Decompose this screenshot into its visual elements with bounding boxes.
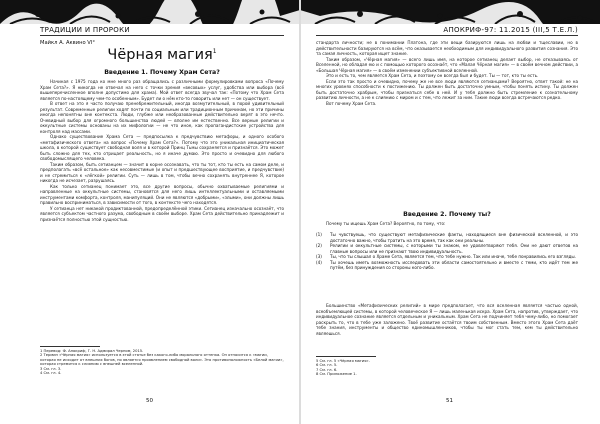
- ornament-right-icon: [300, 0, 600, 24]
- paragraph: Почему ты ищешь Храм Сета? Вероятно, по тому, что:: [326, 221, 446, 226]
- paragraph: Однако существование Храма Сета — предпосылка к предчувствию метафоры, и одного особого «метафизического ответа» на вопрос «Почему Храм Сета?». Потому что это уникальная инициатическая школа, в которой существует свободная воля и в которой Принц Тьмы сохраняется и признаётся. Это может быть сложно для тех, кто отрицает реальность, но я иначе думаю. Это просто и очевидно для любого свободомыслящего человека.: [40, 134, 284, 161]
- paragraph: Таким образом, быть сетианцем — значит в корне осознавать, что ты тот, кто ты есть на самом деле, и предполагать «всё остальное» как несовместимые (и опыт и предшествующее восприятие, и предчувствие) и не стремиться к «лёгкой» религии. Суть — лишь в том, чтобы вечно сохранять внутреннее Я, которое никогда не исчезает, разрушаясь.: [40, 161, 284, 183]
- footnote: 7 См. гл. 6.: [316, 367, 338, 372]
- paragraph: Это и есть то, чем является Храм Сета, и поэтому он всегда был и будет. Ты — тот, кто ты есть.: [326, 73, 539, 78]
- footnote-rule-right: [316, 356, 376, 357]
- ornament-left-icon: [0, 0, 300, 24]
- page-number-left: 50: [146, 398, 153, 404]
- left-body-text: [40, 79, 284, 222]
- paragraph: У сетианца нет никакой продиктованной, предопределённой этики. Сетианец изначально осознаёт, что является субъектом частного разума, свободным в своём выборе. Храм Сета действительно принадлежит и признаётся полностью этой сущностью.: [40, 205, 284, 222]
- list-item-text: Религии и оккультные системы, с которыми ты знаком, не удовлетворяют тебя. Они не дают ответов на главные вопросы или не признают твою индивидуальность.: [330, 243, 578, 254]
- paragraph: Вот почему Храм Сета.: [326, 100, 377, 106]
- list-item-text: Ты хочешь иметь возможность исследовать эти области самостоятельно и вместе с теми, кто идёт тем же путём, без принуждения со стороны кого-либо.: [330, 259, 578, 270]
- footnote: 3 См. гл. 3.: [40, 366, 62, 371]
- paragraph: Таким образом, «Чёрная магия» — всего лишь имя, на которое сетианец делает выбор, не отказываясь от Вселенной, но обладая ею и с помощью которого осознаёт, что «Малая Чёрная магия» — в своём вечном действии, а «Большая Чёрная магия» — в своём изменении субъективной вселенной.: [316, 56, 578, 73]
- footnote: 2 Термин «Чёрная магия» используется в этой статье без какого-либо морального оттенка. Он относится к «магии, которая не исходит от внешних богов, но является проявлением свободной воли». Это противоположность «Белой магии», которая стремится к слиянию с внешней вселенной.: [40, 353, 284, 367]
- ornament-band-right: [300, 0, 600, 24]
- footnote: 8 См. Приложение 1.: [316, 372, 357, 377]
- article-title-text: Чёрная магия: [107, 47, 213, 63]
- list-item-number: (1): [316, 232, 322, 237]
- title-footnote-mark: 1: [212, 48, 217, 56]
- paragraph: В ответ на это я часто получаю пренебрежительный, иногда возмутительный, в порой удивительный результат. Современные религии ходят почти по социальным или традиционным причинам, но эти причины иногда непонятны вне контекста. Люди, глубже или необразованные действительно верят в это нечто. Очевидный выбор для огромного большинства людей — вполне им естественно. Все верные религии и оккультные системы основаны на их мифологии — не что иное, как пропагандистские устройства для контроля над массами.: [40, 101, 284, 134]
- list-item: [316, 260, 578, 271]
- list-item: [316, 243, 578, 254]
- footnote: 6 См. гл. 5.: [316, 363, 338, 368]
- ornament-band-left: [0, 0, 300, 24]
- right-footnotes: [316, 359, 578, 377]
- running-head-left: ТРАДИЦИИ И ПРОРОКИ: [40, 26, 130, 34]
- paragraph: стандарта личности; не в понимании Платона, где эти вещи базируются лишь на любви и тщеславии, но в действительности базируются на всём, что оказывается необходимым для индивидуального развития сознания. Это та самая личность, которая ищет знание.: [316, 40, 578, 56]
- right-body-text-bottom: [316, 303, 578, 336]
- footnote: 5 См. гл. 5 «Чёрная магия».: [316, 359, 370, 363]
- section-heading-1: Введение 1. Почему Храм Сета?: [104, 69, 220, 76]
- list-item-text: Ты, что ты слышал о Храме Сета, является тем, что тебе нужно. Так или иначе, тебе понравились его взгляды.: [330, 254, 576, 259]
- header-rule-right: [316, 35, 578, 36]
- list-item-text: Ты чувствуешь, что существуют метафизические факты, находящиеся вне физической вселенной, и это достаточно важно, чтобы тратить на это время, так как они реальны.: [330, 232, 578, 243]
- right-intro-2: [316, 221, 578, 227]
- paragraph: Начиная с 1975 года ко мне много раз обращались с различными формулировками вопроса «Почему Храм Сета?». Я никогда не отвечал на него с точки зрения «весовых» услуг, удобства или выбора (всё вышеперечисленное вполне допустимо для храма). Мой ответ всегда звучал так: «Потому что Храм Сета является по-настоящему чем-то особенным». Будет ли о нём кто-то говорить или нет — он существует.: [40, 79, 284, 101]
- reasons-list: [316, 232, 578, 271]
- header-rule-left: [40, 35, 284, 36]
- left-footnotes: [40, 349, 284, 375]
- article-title: [40, 47, 284, 63]
- footnote: 1 Перевод: Ф. Апокриф, Г. Н. Адмирал Черном, 2015.: [40, 349, 144, 353]
- article-author: Майкл А. Аквино VI°: [40, 40, 95, 46]
- paragraph: Большинство «Метафизических религий» в мире предполагает, что вся вселенная является частью одной, всеобъемлющей системы, в которой человеческое Я — лишь маленькая искра. Храм Сета, напротив, утверждает, что индивидуальное сознание является отдельным и уникальным. Храм Сета не подчиняет тебя чему-либо, но помогает раскрыть то, что в тебе уже заложено. Твоё развитие остаётся твоим собственным. Вместо этого Храм Сета даёт тебе знания, инструменты и общество единомышленников, чтобы ты мог стать тем, кем ты действительно являешься.: [316, 303, 578, 336]
- list-item-number: (4): [316, 259, 322, 265]
- paragraph: Если это так просто и очевидно, почему же не все люди являются сетианцами? Вероятно, ответ такой: не на многих уровнях способности к постижению. Ты должен быть достаточно умным, чтобы понять истину. Ты должен быть достаточно храбрым, чтобы признаться себе в ней. И у тебя должно быть стремление к сознательному развитию личности, а не к слиянию с миром и с тем, что лежит за ним. Такие люди всегда встречаются редко.: [316, 78, 578, 100]
- list-item-number: (2): [316, 243, 322, 248]
- page-number-right: 51: [446, 398, 453, 404]
- section-heading-2: Введение 2. Почему ты?: [403, 211, 491, 218]
- list-item-number: (3): [316, 254, 322, 259]
- footnote: 4 См. гл. 4.: [40, 371, 62, 376]
- footnote-rule-left: [40, 346, 100, 347]
- paragraph: Как только сетианец понимает это, все другие вопросы, обычно охватываемые религиями и направленные на оккультные системы, становятся для него лишь интеллектуальными и оставляемыми инструментами комфорта, контроля, манипуляций. Они не являются «добрыми», «злыми», они должны лишь правильно восприниматься, в зависимости от того, в контексте чего находятся.: [40, 183, 284, 205]
- running-head-right: АПОКРИФ-97: 11.2015 (ІІІ,5 Т.Е.Л.): [443, 26, 578, 34]
- right-body-text-top: [316, 40, 578, 106]
- book-spine: [299, 0, 301, 424]
- list-item: [316, 232, 578, 243]
